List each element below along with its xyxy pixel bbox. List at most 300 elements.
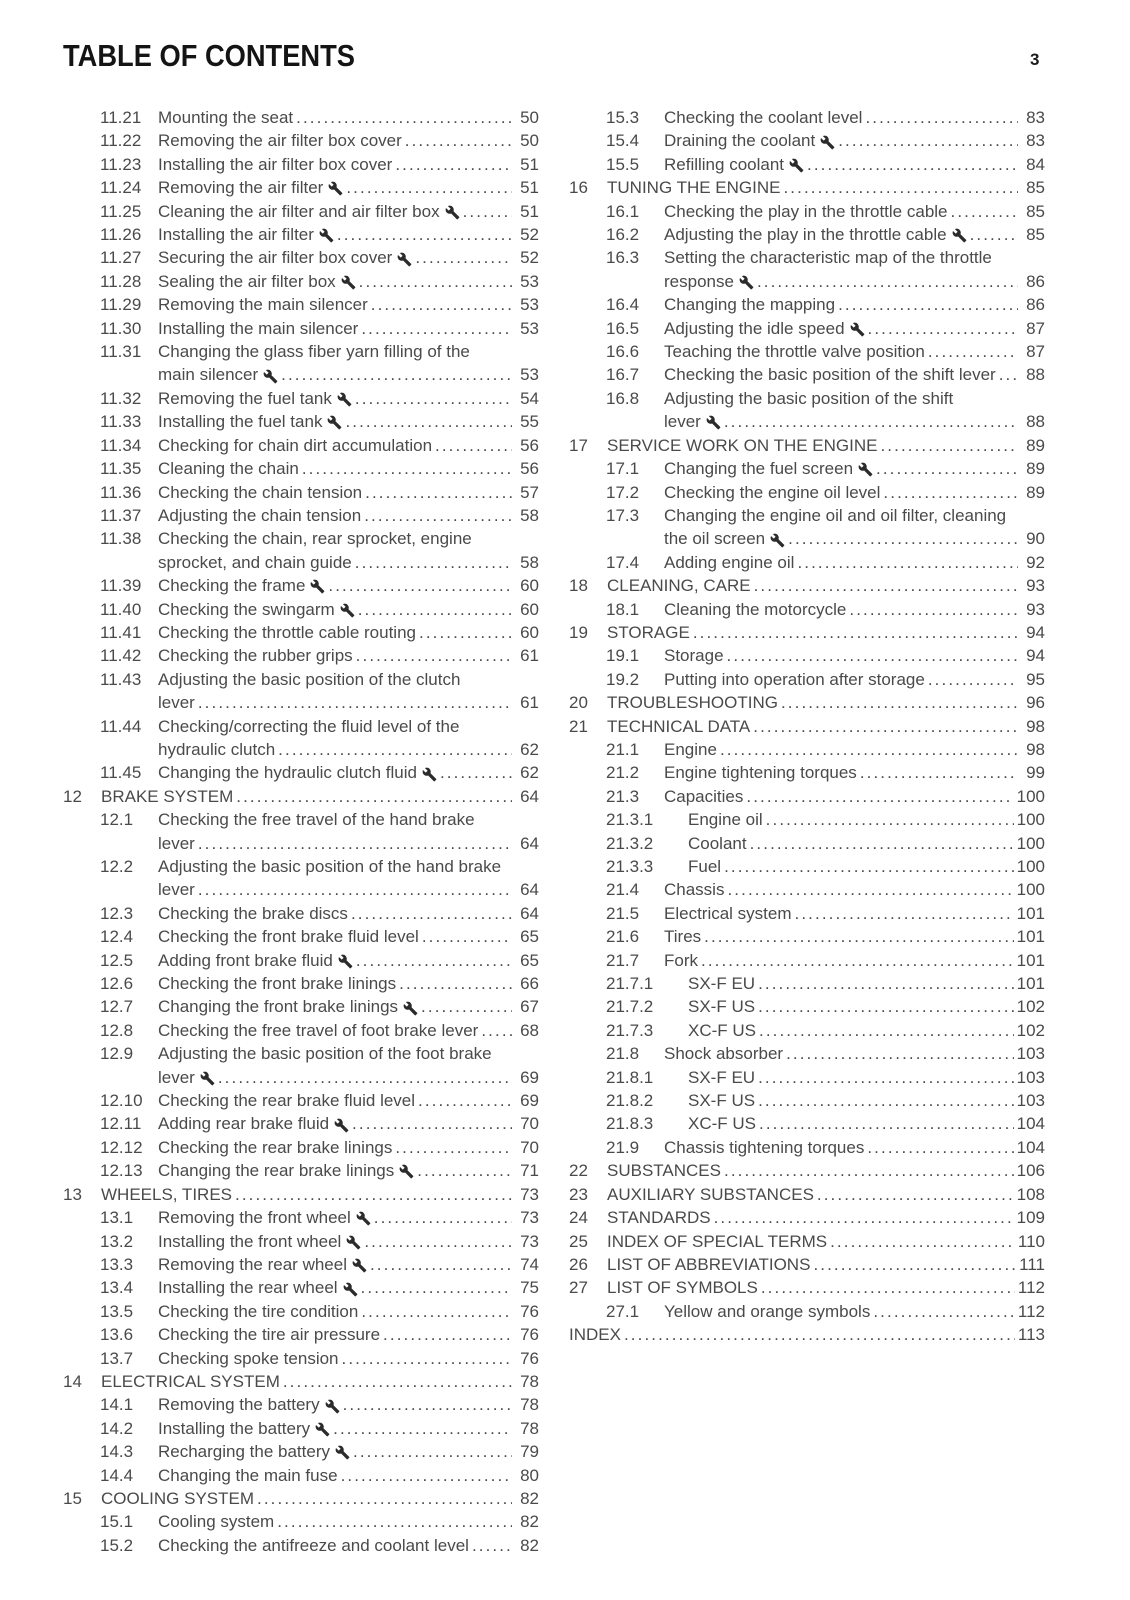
wrench-icon (315, 1422, 330, 1437)
toc-entry-title: Electrical system (664, 903, 792, 923)
toc-entry-page: 51 (520, 154, 539, 174)
toc-entry-page: 98 (1026, 716, 1045, 736)
toc-entry (569, 387, 1045, 434)
toc-entry-line (63, 1276, 539, 1299)
toc-entry-page: 78 (520, 1395, 539, 1415)
toc-entry-page: 108 (1016, 1184, 1045, 1204)
toc-entry-number: 20 (569, 693, 588, 713)
toc-entry-number: 21.8.1 (606, 1067, 654, 1087)
toc-entry-number: 11.41 (100, 622, 142, 642)
toc-entry (63, 1323, 539, 1346)
toc-entry-title: Installing the battery (158, 1418, 311, 1438)
toc-entry-title: Removing the air filter (158, 178, 324, 198)
toc-entry-title: Changing the mapping (664, 295, 836, 315)
toc-entry-title: Adjusting the play in the throttle cable (664, 225, 947, 245)
toc-entry-title: Removing the rear wheel (158, 1254, 347, 1274)
toc-entry (569, 106, 1045, 129)
toc-entry-page: 62 (520, 739, 539, 759)
dot-leader (278, 738, 512, 761)
toc-entry (569, 644, 1045, 667)
toc-entry-number: 16.5 (606, 318, 640, 338)
toc-entry-line (569, 598, 1045, 621)
toc-entry-line (569, 691, 1045, 714)
toc-entry-page: 76 (520, 1325, 539, 1345)
wrench-icon (335, 1445, 350, 1460)
toc-entry (569, 293, 1045, 316)
toc-entry-number: 11.27 (100, 248, 142, 268)
toc-entry-title: SERVICE WORK ON THE ENGINE (607, 435, 878, 455)
toc-entry (63, 1347, 539, 1370)
toc-entry (63, 317, 539, 340)
toc-entry-title: LIST OF SYMBOLS (607, 1278, 758, 1298)
toc-entry-page: 103 (1016, 1044, 1045, 1064)
toc-entry-title: Cleaning the chain (158, 459, 299, 479)
toc-entry-line (569, 340, 1045, 363)
toc-entry-number: 12.6 (100, 974, 134, 994)
dot-leader (421, 995, 512, 1018)
dot-leader (788, 527, 1018, 550)
toc-entry-page: 70 (520, 1137, 539, 1157)
toc-entry-title: Installing the main silencer (158, 318, 359, 338)
toc-entry-title: Checking the free travel of foot brake lever (158, 1020, 479, 1040)
toc-entry-number: 11.21 (100, 108, 142, 127)
dot-leader (395, 1136, 512, 1159)
toc-entry-line (63, 317, 539, 340)
toc-entry-number: 12.11 (100, 1114, 142, 1134)
toc-entry-number: 21.7.3 (606, 1020, 654, 1040)
toc-entry-number: 14.2 (100, 1418, 134, 1438)
toc-entry-line (63, 761, 539, 784)
toc-entry-line (63, 691, 539, 714)
toc-entry-page: 53 (520, 271, 539, 291)
toc-entry-line (569, 246, 1045, 269)
toc-entry-title: BRAKE SYSTEM (101, 786, 234, 806)
toc-entry (63, 949, 539, 972)
dot-leader (754, 574, 1018, 597)
toc-entry (569, 574, 1045, 597)
toc-entry-number: 16.1 (606, 201, 640, 221)
toc-entry-line (63, 738, 539, 761)
dot-leader (405, 129, 512, 152)
toc-entry-title: Removing the main silencer (158, 295, 368, 315)
toc-entry (63, 925, 539, 948)
toc-entry-title: Coolant (688, 833, 747, 853)
toc-entry-title: Changing the main fuse (158, 1465, 338, 1485)
toc-entry-number: 13.4 (100, 1278, 134, 1298)
toc-entry-line (569, 1019, 1045, 1042)
toc-entry (63, 223, 539, 246)
toc-entry-line (63, 387, 539, 410)
toc-entry-number: 13.6 (100, 1325, 134, 1345)
dot-leader (440, 761, 512, 784)
dot-leader (876, 457, 1018, 480)
toc-entry (569, 200, 1045, 223)
toc-entry-page: 66 (520, 974, 539, 994)
toc-entry-number: 13.3 (100, 1254, 134, 1274)
dot-leader (296, 106, 512, 129)
toc-entry-line (569, 527, 1045, 550)
wrench-icon (706, 415, 721, 430)
toc-entry-line (569, 293, 1045, 316)
toc-entry (63, 1136, 539, 1159)
toc-entry (63, 1230, 539, 1253)
toc-entry (569, 832, 1045, 855)
toc-entry-title: TROUBLESHOOTING (607, 693, 778, 713)
toc-entry (569, 691, 1045, 714)
toc-entry-line (63, 902, 539, 925)
toc-entry (569, 246, 1045, 293)
toc-entry-title: Checking the rear brake fluid level (158, 1091, 416, 1111)
toc-entry-number: 18.1 (606, 599, 640, 619)
toc-entry-title: Checking the chain, rear sprocket, engine (158, 529, 472, 549)
toc-entry-page: 68 (520, 1020, 539, 1040)
toc-entry-number: 15.4 (606, 131, 640, 151)
wrench-icon (334, 1118, 349, 1133)
dot-leader (198, 878, 512, 901)
toc-entry-title: Chassis (664, 880, 725, 900)
wrench-icon (200, 1071, 215, 1086)
wrench-icon (445, 205, 460, 220)
toc-entry (63, 1019, 539, 1042)
toc-entry-line (63, 340, 539, 363)
wrench-icon (338, 954, 353, 969)
toc-entry (569, 738, 1045, 761)
dot-leader (865, 106, 1018, 129)
dot-leader (356, 949, 512, 972)
toc-entry-title: Checking the tire condition (158, 1301, 359, 1321)
dot-leader (277, 1510, 512, 1533)
toc-entry-page: 102 (1016, 1020, 1045, 1040)
toc-entry-title: Removing the fuel tank (158, 388, 332, 408)
toc-entry-number: 21.3.2 (606, 833, 654, 853)
toc-entry-line (63, 434, 539, 457)
toc-entry-number: 12.7 (100, 997, 134, 1017)
toc-entry-number: 13.2 (100, 1231, 134, 1251)
dot-leader (359, 270, 512, 293)
toc-entry (569, 808, 1045, 831)
toc-entry-number: 21.2 (606, 763, 640, 783)
toc-entry-title: Checking the chain tension (158, 482, 363, 502)
dot-leader (724, 1159, 1014, 1182)
toc-entry-page: 104 (1016, 1137, 1045, 1157)
toc-entry-line (63, 1089, 539, 1112)
dot-leader (463, 200, 512, 223)
toc-entry (63, 761, 539, 784)
dot-leader (218, 1066, 512, 1089)
toc-entry-line (63, 668, 539, 691)
toc-entry-number: 11.40 (100, 599, 142, 619)
toc-entry-page: 78 (520, 1418, 539, 1438)
toc-entry-number: 11.39 (100, 576, 142, 596)
dot-leader (283, 1370, 512, 1393)
toc-entry-title: Removing the battery (158, 1395, 320, 1415)
toc-entry-line (63, 527, 539, 550)
toc-entry (63, 644, 539, 667)
wrench-icon (858, 462, 873, 477)
dot-leader (758, 1066, 1014, 1089)
dot-leader (830, 1230, 1015, 1253)
wrench-icon (399, 1164, 414, 1179)
toc-entry-number: 23 (569, 1184, 588, 1204)
toc-entry-title: Refilling coolant (664, 154, 785, 174)
toc-entry-number: 12.9 (100, 1044, 134, 1064)
toc-entry-title: Checking the throttle cable routing (158, 622, 416, 642)
toc-entry-number: 14.3 (100, 1442, 134, 1462)
toc-entry-title: lever (664, 412, 701, 432)
toc-entry-page: 79 (520, 1442, 539, 1462)
dot-leader (838, 293, 1018, 316)
toc-entry-line (569, 621, 1045, 644)
toc-entry-title: Storage (664, 646, 724, 666)
toc-entry-number: 17.2 (606, 482, 640, 502)
toc-entry (63, 1487, 539, 1510)
toc-entry-line (569, 363, 1045, 386)
toc-entry-page: 103 (1016, 1091, 1045, 1111)
toc-entry-line (569, 1183, 1045, 1206)
dot-leader (951, 200, 1018, 223)
toc-entry-page: 56 (520, 459, 539, 479)
dot-leader (345, 410, 512, 433)
toc-entry-number: 11.34 (100, 435, 142, 455)
toc-entry-line (63, 1183, 539, 1206)
toc-entry-number: 26 (569, 1254, 588, 1274)
toc-entry-page: 89 (1026, 435, 1045, 455)
toc-entry-line (569, 855, 1045, 878)
dot-leader (701, 949, 1014, 972)
toc-entry-page: 86 (1026, 295, 1045, 315)
toc-entry-title: INDEX OF SPECIAL TERMS (607, 1231, 828, 1251)
toc-entry-line (63, 481, 539, 504)
toc-entry (569, 949, 1045, 972)
dot-leader (786, 1042, 1014, 1065)
toc-entry-line (63, 363, 539, 386)
toc-entry-page: 96 (1026, 693, 1045, 713)
toc-entry-page: 57 (520, 482, 539, 502)
toc-entry (569, 1066, 1045, 1089)
toc-entry-page: 85 (1026, 225, 1045, 245)
toc-entry (63, 1440, 539, 1463)
toc-entry (63, 1370, 539, 1393)
toc-entry-title: Changing the hydraulic clutch fluid (158, 763, 417, 783)
toc-entry (63, 972, 539, 995)
toc-entry-title: STANDARDS (607, 1208, 711, 1228)
toc-entry-page: 64 (520, 880, 539, 900)
toc-entry (63, 1510, 539, 1533)
toc-entry-line (569, 106, 1045, 129)
toc-entry-page: 101 (1016, 903, 1045, 923)
toc-entry-number: 11.30 (100, 318, 142, 338)
toc-entry-page: 73 (520, 1208, 539, 1228)
toc-entry-page: 64 (520, 786, 539, 806)
toc-entry-title: lever (158, 1067, 195, 1087)
toc-entry-number: 15.1 (100, 1512, 134, 1532)
dot-leader (395, 153, 512, 176)
toc-entry-line (63, 457, 539, 480)
toc-entry-title: lever (158, 833, 195, 853)
toc-entry-number: 21.3.1 (606, 810, 654, 830)
toc-entry-number: 21.3 (606, 786, 640, 806)
toc-entry-page: 80 (520, 1465, 539, 1485)
toc-entry-title: Adjusting the basic position of the hand brake (158, 857, 502, 876)
toc-entry-title: Adjusting the basic position of the clutch (158, 669, 461, 689)
toc-entry (63, 1183, 539, 1206)
toc-entry-line (569, 1300, 1045, 1323)
toc-entry-number: 12.12 (100, 1137, 143, 1157)
toc-entry-number: 11.24 (100, 178, 142, 198)
toc-entry-line (63, 644, 539, 667)
toc-entry-title: sprocket, and chain guide (158, 552, 352, 572)
toc-entry (569, 317, 1045, 340)
dot-leader (352, 1112, 512, 1135)
toc-entry-title: STORAGE (607, 622, 690, 642)
toc-entry (569, 598, 1045, 621)
toc-entry-page: 73 (520, 1231, 539, 1251)
toc-entry (569, 995, 1045, 1018)
toc-entry-page: 102 (1016, 997, 1045, 1017)
toc-entry-number: 11.31 (100, 342, 142, 362)
dot-leader (333, 1417, 512, 1440)
dot-leader (281, 363, 512, 386)
toc-entry-title: Engine (664, 739, 717, 759)
toc-entry-title: Engine tightening torques (664, 763, 857, 783)
toc-entry-title: Engine oil (688, 810, 763, 830)
toc-entry-line (569, 949, 1045, 972)
toc-entry-line (569, 1089, 1045, 1112)
toc-entry-title: Checking the rear brake linings (158, 1137, 393, 1157)
toc-entry-line (569, 574, 1045, 597)
toc-entry-number: 13.5 (100, 1301, 134, 1321)
toc-column-left (63, 106, 539, 1557)
wrench-icon (319, 228, 334, 243)
toc-entry-line (63, 1136, 539, 1159)
dot-leader (302, 457, 512, 480)
toc-entry-line (569, 1323, 1045, 1346)
toc-entry-number: 16.2 (606, 225, 640, 245)
dot-leader (346, 176, 512, 199)
dot-leader (758, 995, 1014, 1018)
toc-entry-title: Checking the play in the throttle cable (664, 201, 948, 221)
toc-entry-line (63, 551, 539, 574)
toc-entry-title: Fuel (688, 857, 722, 876)
toc-entry (63, 1042, 539, 1089)
toc-entry-title: Fork (664, 950, 698, 970)
toc-entry-page: 67 (520, 997, 539, 1017)
toc-entry (569, 551, 1045, 574)
dot-leader (235, 1183, 512, 1206)
toc-entry-title: Checking spoke tension (158, 1348, 339, 1368)
toc-entry-number: 21.6 (606, 927, 640, 947)
toc-entry-title: Putting into operation after storage (664, 669, 925, 689)
toc-entry-page: 52 (520, 248, 539, 268)
toc-entry-line (63, 1534, 539, 1557)
toc-entry-page: 70 (520, 1114, 539, 1134)
dot-leader (928, 340, 1018, 363)
toc-entry-page: 71 (520, 1161, 539, 1181)
toc-entry (63, 808, 539, 855)
toc-entry (569, 668, 1045, 691)
toc-entry-number: 21.7 (606, 950, 640, 970)
toc-entry-line (569, 434, 1045, 457)
toc-entry-line (569, 715, 1045, 738)
dot-leader (374, 1206, 512, 1229)
toc-entry-line (569, 129, 1045, 152)
toc-entry-number: 12.8 (100, 1020, 134, 1040)
toc-entry-line (569, 176, 1045, 199)
toc-entry-number: 19.1 (606, 646, 640, 666)
toc-entry-page: 89 (1026, 459, 1045, 479)
toc-entry-page: 100 (1016, 810, 1045, 830)
toc-entry-number: 15.2 (100, 1535, 134, 1555)
toc-entry-number: 19.2 (606, 669, 640, 689)
toc-entry-line (63, 1370, 539, 1393)
dot-leader (928, 668, 1018, 691)
toc-entry-page: 76 (520, 1301, 539, 1321)
toc-entry-line (63, 1112, 539, 1135)
toc-entry (63, 1417, 539, 1440)
dot-leader (720, 738, 1018, 761)
dot-leader (873, 1300, 1015, 1323)
toc-entry-title: Changing the engine oil and oil filter, cleaning (664, 505, 1007, 525)
toc-entry-line (63, 598, 539, 621)
toc-entry (569, 925, 1045, 948)
toc-entry-line (63, 1206, 539, 1229)
dot-leader (355, 551, 512, 574)
page-number: 3 (1030, 50, 1040, 69)
toc-entry (569, 1276, 1045, 1299)
toc-entry-page: 56 (520, 435, 539, 455)
toc-entry (569, 223, 1045, 246)
toc-entry-page: 50 (520, 108, 539, 127)
toc-entry-line (569, 832, 1045, 855)
toc-entry-page: 61 (520, 693, 539, 713)
toc-entry-page: 58 (520, 552, 539, 572)
toc-entry-line (63, 949, 539, 972)
toc-entry-title: WHEELS, TIRES (101, 1184, 232, 1204)
dot-leader (236, 785, 512, 808)
toc-entry-line (569, 878, 1045, 901)
toc-entry-page: 98 (1026, 739, 1045, 759)
toc-entry-title: Checking the brake discs (158, 903, 348, 923)
toc-entry (63, 129, 539, 152)
toc-entry-page: 95 (1026, 669, 1045, 689)
toc-entry-page: 85 (1026, 201, 1045, 221)
toc-entry-line (63, 176, 539, 199)
toc-entry-page: 69 (520, 1091, 539, 1111)
wrench-icon (325, 1399, 340, 1414)
toc-entry-title: Checking the rubber grips (158, 646, 353, 666)
toc-entry (63, 176, 539, 199)
dot-leader (342, 1347, 512, 1370)
toc-entry-title: Changing the rear brake linings (158, 1161, 395, 1181)
dot-leader (417, 1159, 512, 1182)
wrench-icon (952, 228, 967, 243)
toc-entry (63, 1159, 539, 1182)
toc-entry (63, 246, 539, 269)
toc-entry (63, 1393, 539, 1416)
toc-entry-line (63, 1487, 539, 1510)
dot-leader (849, 598, 1018, 621)
toc-entry-number: 21.1 (606, 739, 640, 759)
toc-entry-number: 21 (569, 716, 588, 736)
toc-entry (569, 1300, 1045, 1323)
toc-entry-number: 12 (63, 786, 82, 806)
dot-leader (361, 1276, 512, 1299)
toc-entry-page: 113 (1017, 1325, 1045, 1345)
toc-entry-number: 11.25 (100, 201, 142, 221)
toc-entry (569, 621, 1045, 644)
toc-entry-number: 16.6 (606, 342, 640, 362)
dot-leader (758, 972, 1014, 995)
